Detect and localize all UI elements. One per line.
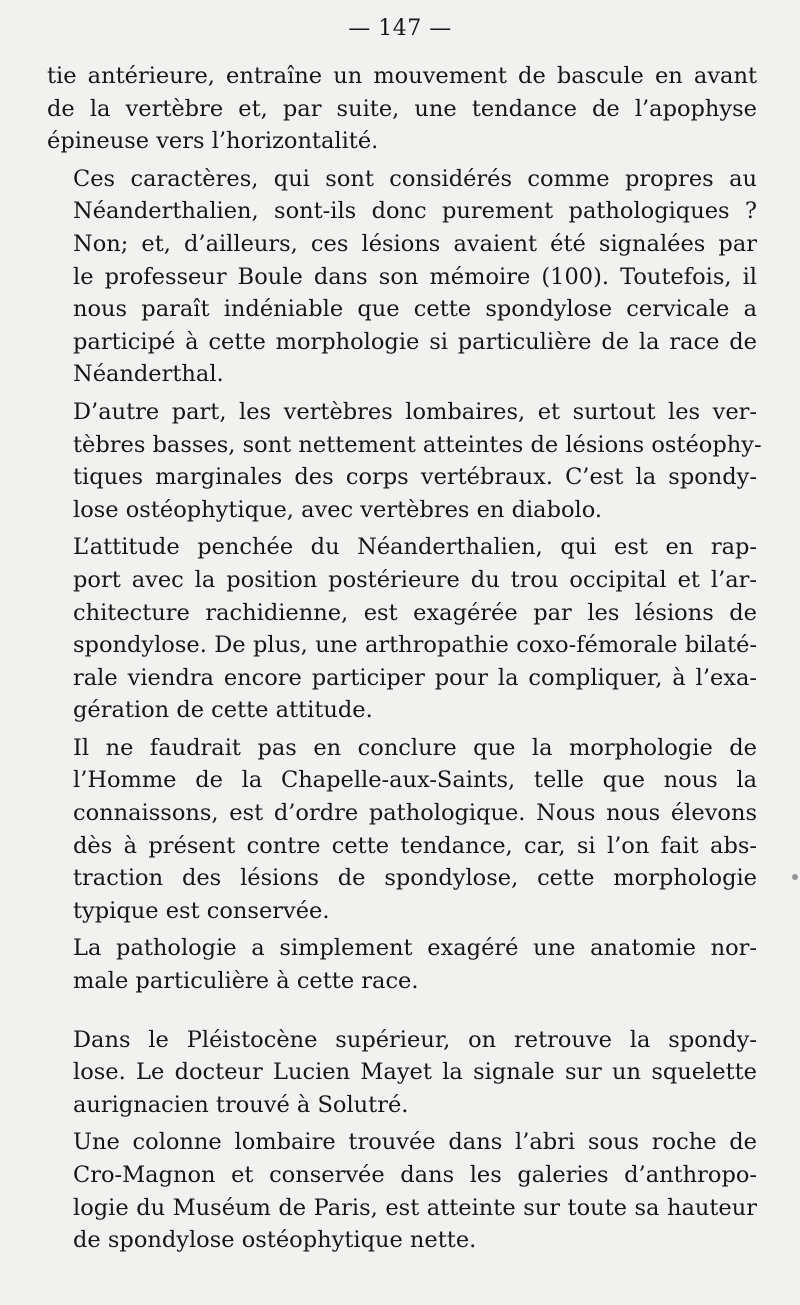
text-line: L’attitude penchée du Néanderthalien, qui est en rap- xyxy=(73,534,757,561)
text-line: le professeur Boule dans son mémoire (100). Toutefois, il xyxy=(73,263,757,290)
text-line: de spondylose ostéophytique nette. xyxy=(73,1227,477,1254)
text-line: de la vertèbre et, par suite, une tendance de l’apophyse xyxy=(47,95,757,122)
text-line: traction des lésions de spondylose, cette morphologie xyxy=(73,865,757,892)
text-line: Ces caractères, qui sont considérés comme propres au xyxy=(73,165,757,192)
text-line: D’autre part, les vertèbres lombaires, et surtout les ver- xyxy=(73,398,757,425)
text-line: épineuse vers l’horizontalité. xyxy=(47,128,379,155)
text-line: lose ostéophytique, avec vertèbres en diabolo. xyxy=(73,496,603,523)
paragraph xyxy=(47,1126,757,1256)
text-line: l’Homme de la Chapelle-aux-Saints, telle que nous la xyxy=(73,767,757,794)
text-line: dès à présent contre cette tendance, car, si l’on fait abs- xyxy=(73,832,757,859)
text-line: tiques marginales des corps vertébraux. C’est la spondy- xyxy=(73,464,757,491)
text-line: Dans le Pléistocène supérieur, on retrouve la spondy- xyxy=(73,1026,757,1053)
text-line: tie antérieure, entraîne un mouvement de bascule en avant xyxy=(47,63,757,89)
text-line: spondylose. De plus, une arthropathie coxo-fémorale bilaté- xyxy=(73,632,757,659)
text-line: rale viendra encore participer pour la compliquer, à l’exa- xyxy=(73,664,757,691)
paragraph xyxy=(47,1024,757,1122)
paragraph xyxy=(47,163,757,391)
text-line: Néanderthalien, sont-ils donc purement pathologiques ? xyxy=(73,198,757,225)
text-line: typique est conservée. xyxy=(73,897,330,924)
text-line: Non; et, d’ailleurs, ces lésions avaient été signalées par xyxy=(73,230,757,257)
text-line: aurignacien trouvé à Solutré. xyxy=(73,1091,409,1118)
text-line: Néanderthal. xyxy=(73,361,224,388)
text-line: port avec la position postérieure du trou occipital et l’ar- xyxy=(73,566,757,593)
text-line: chitecture rachidienne, est exagérée par les lésions de xyxy=(73,599,757,626)
text-line: male particulière à cette race. xyxy=(73,968,419,995)
text-line: Une colonne lombaire trouvée dans l’abri sous roche de xyxy=(73,1129,757,1156)
text-line: La pathologie a simplement exagéré une anatomie nor- xyxy=(73,935,757,962)
paragraph-gap xyxy=(47,998,757,1024)
paragraph xyxy=(47,396,762,526)
text-line: Cro-Magnon et conservée dans les galeries d’anthropo- xyxy=(73,1162,757,1188)
scan-speck xyxy=(792,874,798,880)
text-line: logie du Muséum de Paris, est atteinte sur toute sa hauteur xyxy=(73,1194,757,1221)
text-line: nous paraît indéniable que cette spondylose cervicale a xyxy=(73,296,757,323)
paragraph xyxy=(47,531,757,727)
paragraph xyxy=(47,60,757,158)
text-line: connaissons, est d’ordre pathologique. Nous nous élevons xyxy=(73,800,757,827)
paragraph xyxy=(47,932,757,997)
page-number: — 147 — xyxy=(348,16,452,41)
text-line: lose. Le docteur Lucien Mayet la signale sur un squelette xyxy=(73,1059,757,1086)
text-line: participé à cette morphologie si particulière de la race de xyxy=(73,328,757,355)
text-line: gération de cette attitude. xyxy=(73,697,373,724)
body-text xyxy=(47,60,762,1257)
paragraph xyxy=(47,732,757,928)
text-line: Il ne faudrait pas en conclure que la morphologie de xyxy=(73,734,757,761)
text-line: tèbres basses, sont nettement atteintes de lésions ostéophy- xyxy=(73,431,762,458)
